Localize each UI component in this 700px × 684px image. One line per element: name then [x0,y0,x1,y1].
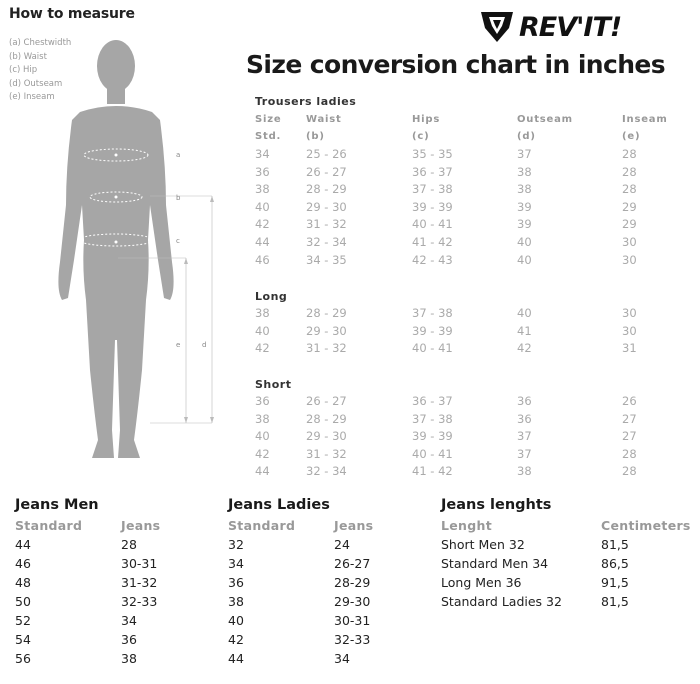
table-cell: 38 [517,164,532,179]
table-cell: 42 [517,341,532,356]
table-cell: 37 [517,446,532,461]
table-cell: 28 [622,147,637,161]
table-cell: 28-29 [334,575,371,590]
trousers-ladies-title: Trousers ladies [255,95,357,108]
legend-item: (c) Hip [9,65,38,75]
table-cell: 40 [255,429,270,444]
jeans-lengths-header: Centimeters [601,518,691,533]
header-waist: Waist [306,114,342,125]
table-cell: Long Men 36 [441,575,522,590]
table-cell: 30 [622,323,637,338]
table-cell: 40 [517,306,532,320]
short-section-title: Short [255,378,292,391]
table-cell: 31-32 [121,575,158,590]
header-size-code: Std. [255,131,282,142]
table-cell: 44 [255,464,270,479]
jeans-ladies-header: Jeans [334,518,374,533]
header-inseam: Inseam [622,114,668,125]
table-cell: 40 [255,199,270,214]
table-cell: 31 - 32 [306,217,347,232]
table-cell: 36 [255,394,270,408]
table-cell: 28 [622,446,637,461]
table-cell: 41 [517,323,532,338]
table-cell: 28 [622,164,637,179]
table-cell: 28 - 29 [306,306,347,320]
table-cell: 42 [228,632,244,647]
table-cell: 34 [228,556,244,571]
table-cell: 28 [121,537,137,552]
table-cell: 30 [622,235,637,249]
table-cell: 38 [517,464,532,479]
table-cell: 27 [622,411,637,426]
table-cell: 28 - 29 [306,411,347,426]
table-cell: 37 - 38 [412,411,453,426]
table-cell: 54 [15,632,31,647]
table-cell: 40 [228,613,244,628]
table-cell: 39 [517,199,532,214]
table-cell: 29 - 30 [306,199,347,214]
jeans-lengths-header: Lenght [441,518,492,533]
table-cell: 29-30 [334,594,371,609]
table-cell: 46 [15,556,31,571]
table-cell: 28 [622,182,637,197]
table-cell: 42 - 43 [412,252,453,267]
header-outseam: Outseam [517,114,573,125]
brand-logo [479,10,687,46]
table-cell: 34 [334,651,350,666]
table-cell: 40 [517,252,532,267]
table-cell: 29 [622,217,637,232]
label-e: e [176,341,181,349]
long-section-title: Long [255,290,288,303]
table-cell: 36 [228,575,244,590]
table-cell: 37 - 38 [412,182,453,197]
table-cell: 30-31 [334,613,371,628]
legend-item: (a) Chestwidth [9,38,72,48]
label-c: c [176,237,180,245]
jeans-ladies-title: Jeans Ladies [228,497,330,513]
jeans-men-title: Jeans Men [15,497,99,513]
table-cell: 56 [15,651,31,666]
table-cell: 36 [517,394,532,408]
table-cell: 39 [517,217,532,232]
table-cell: 32 - 34 [306,464,347,479]
table-cell: 41 - 42 [412,235,453,249]
table-cell: 42 [255,217,270,232]
table-cell: 26 [622,394,637,408]
jeans-men-header: Standard [15,518,83,533]
table-cell: 40 [255,323,270,338]
legend-item: (b) Waist [9,51,47,62]
table-cell: Standard Men 34 [441,556,549,571]
table-cell: 34 [121,613,137,628]
table-cell: 48 [15,575,31,590]
table-cell: 26-27 [334,556,371,571]
body-figure [0,0,240,470]
legend-item: (d) Outseam [9,78,63,89]
shield-icon [479,10,515,44]
header-hips-code: (c) [412,131,430,142]
table-cell: 30-31 [121,556,158,571]
header-outseam-code: (d) [517,131,536,142]
table-cell: 50 [15,594,31,609]
brand-name: REV'IT! [519,12,622,43]
legend-item: (e) Inseam [9,92,55,102]
header-inseam-code: (e) [622,131,641,142]
table-cell: 30 [622,252,637,267]
table-cell: 31 - 32 [306,446,347,461]
table-cell: 42 [255,341,270,356]
table-cell: 34 [255,147,270,161]
table-cell: 40 - 41 [412,341,453,356]
table-cell: 37 - 38 [412,306,453,320]
table-cell: 38 [121,651,137,666]
table-cell: 38 [255,411,270,426]
label-a: a [176,151,181,159]
table-cell: 41 - 42 [412,464,453,479]
how-to-measure-title: How to measure [9,6,135,22]
table-cell: 52 [15,613,31,628]
table-cell: 40 - 41 [412,217,453,232]
table-cell: 91,5 [601,575,629,590]
table-cell: 28 [622,464,637,479]
table-cell: 31 [622,341,637,356]
table-cell: 30 [622,306,637,320]
table-cell: 31 - 32 [306,341,347,356]
header-size: Size [255,114,282,125]
label-b: b [176,194,181,202]
table-cell: 44 [15,537,31,552]
table-cell: 40 [517,235,532,249]
table-cell: 38 [255,306,270,320]
table-cell: 39 - 39 [412,429,453,444]
table-cell: 25 - 26 [306,147,347,161]
table-cell: Standard Ladies 32 [441,594,562,609]
table-cell: 40 - 41 [412,446,453,461]
table-cell: 44 [255,235,270,249]
table-cell: 81,5 [601,594,629,609]
table-cell: 24 [334,537,350,552]
table-cell: 32-33 [121,594,158,609]
table-cell: 37 [517,429,532,444]
woman-silhouette-icon [58,40,173,458]
table-cell: 26 - 27 [306,394,347,408]
table-cell: 32-33 [334,632,371,647]
table-cell: Short Men 32 [441,537,525,552]
table-cell: 38 [228,594,244,609]
table-cell: 32 - 34 [306,235,347,249]
table-cell: 38 [517,182,532,197]
table-cell: 34 - 35 [306,252,347,267]
table-cell: 81,5 [601,537,629,552]
table-cell: 36 [255,164,270,179]
table-cell: 36 [517,411,532,426]
table-cell: 38 [255,182,270,197]
page-title: Size conversion chart in inches [246,50,666,79]
jeans-ladies-header: Standard [228,518,296,533]
table-cell: 28 - 29 [306,182,347,197]
header-waist-code: (b) [306,131,325,142]
table-cell: 36 [121,632,137,647]
table-cell: 39 - 39 [412,199,453,214]
table-cell: 42 [255,446,270,461]
table-cell: 29 - 30 [306,429,347,444]
table-cell: 26 - 27 [306,164,347,179]
table-cell: 29 - 30 [306,323,347,338]
table-cell: 37 [517,147,532,161]
table-cell: 29 [622,199,637,214]
table-cell: 27 [622,429,637,444]
label-d: d [202,341,207,349]
jeans-men-header: Jeans [121,518,161,533]
table-cell: 36 - 37 [412,164,453,179]
table-cell: 46 [255,252,270,267]
table-cell: 32 [228,537,244,552]
table-cell: 39 - 39 [412,323,453,338]
jeans-lengths-title: Jeans lenghts [441,497,552,513]
header-hips: Hips [412,114,441,125]
table-cell: 86,5 [601,556,629,571]
table-cell: 44 [228,651,244,666]
table-cell: 36 - 37 [412,394,453,408]
table-cell: 35 - 35 [412,147,453,161]
